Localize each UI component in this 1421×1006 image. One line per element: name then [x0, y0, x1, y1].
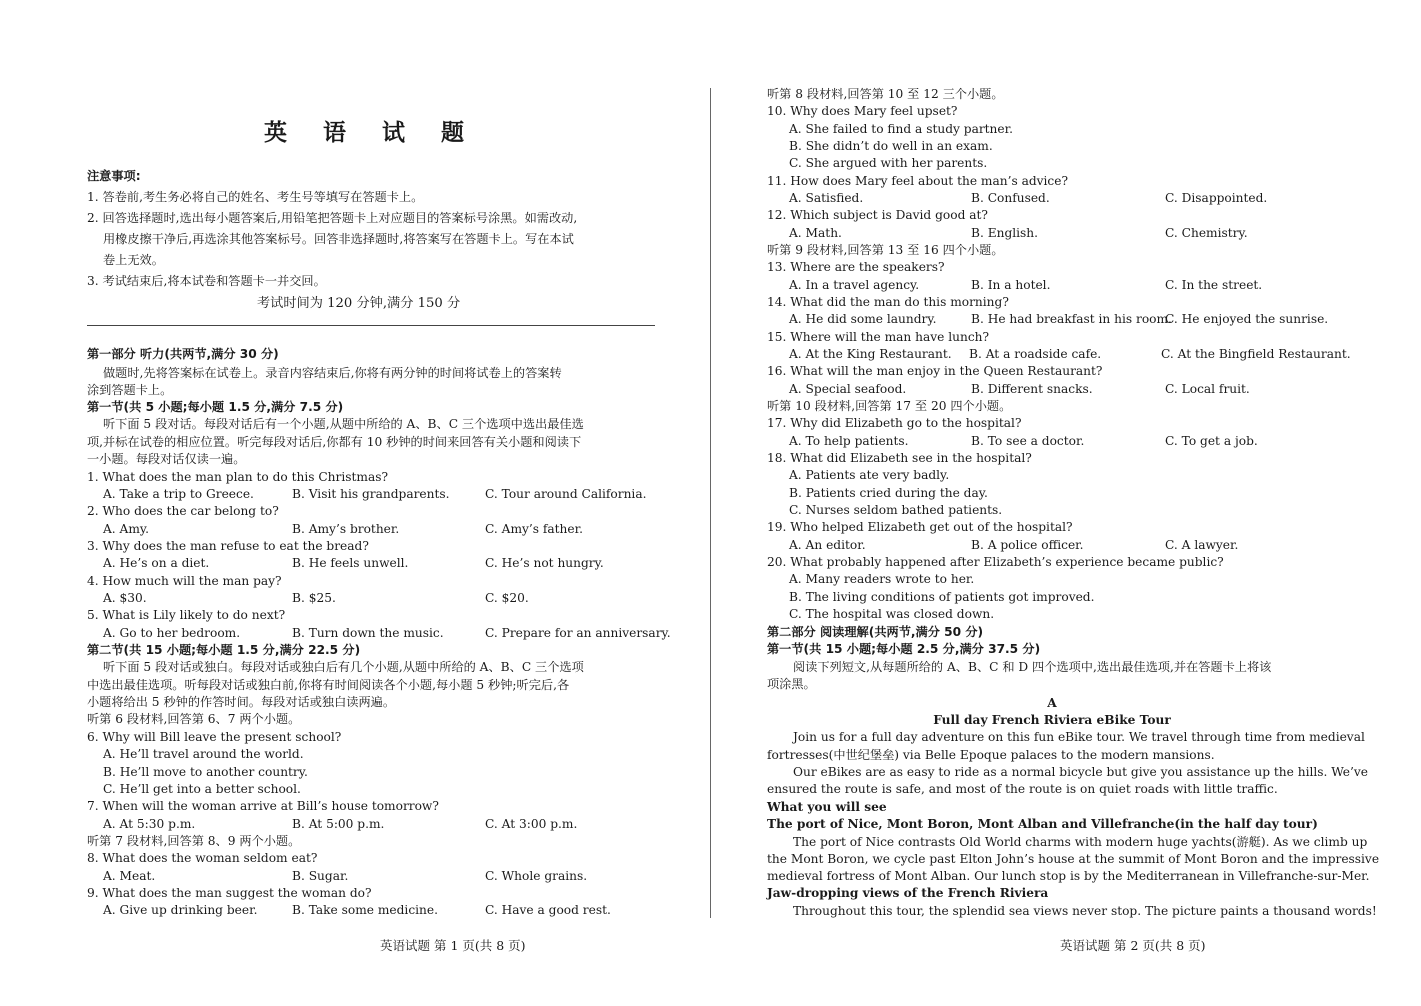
notice-item: 3. 考试结束后,将本试卷和答题卡一并交回。: [87, 274, 326, 288]
option-a: A. An editor.: [789, 538, 866, 552]
section1-intro: 一小题。每段对话仅读一遍。: [87, 452, 246, 466]
question-4-options: [103, 590, 655, 607]
option-a: A. He’ll travel around the world.: [103, 747, 304, 761]
part1-intro: 涂到答题卡上。: [87, 383, 173, 397]
option-b: B. Patients cried during the day.: [789, 486, 988, 500]
notice-item: 卷上无效。: [103, 253, 164, 267]
question-5-options: [103, 625, 671, 642]
passage-subheading: Jaw-dropping views of the French Riviera: [767, 886, 1049, 900]
option-b: B. Amy’s brother.: [292, 522, 400, 536]
option-c: C. A lawyer.: [1165, 538, 1239, 552]
question-16: 16. What will the man enjoy in the Queen Restaurant?: [767, 364, 1103, 378]
option-c: C. Whole grains.: [485, 869, 588, 883]
option-b: B. In a hotel.: [971, 278, 1051, 292]
option-a: A. In a travel agency.: [789, 278, 920, 292]
material-instruction: 听第 6 段材料,回答第 6、7 两个小题。: [87, 712, 301, 726]
section2-intro: 小题将给出 5 秒钟的作答时间。每段对话或独白读两遍。: [87, 695, 396, 709]
question-8-options: [103, 868, 655, 885]
option-b: B. Different snacks.: [971, 382, 1093, 396]
section2-intro: 听下面 5 段对话或独白。每段对话或独白后有几个小题,从题中所给的 A、B、C 三个选项: [103, 660, 584, 674]
question-9: 9. What does the man suggest the woman do?: [87, 886, 372, 900]
option-c: C. In the street.: [1165, 278, 1263, 292]
option-c: C. Disappointed.: [1165, 191, 1268, 205]
option-b: B. Sugar.: [292, 869, 349, 883]
passage-paragraph: medieval fortress of Mont Alban. Our lunch stop is by the Mediterranean in Villefranche-sur-Mer.: [767, 869, 1370, 883]
question-15-options: [789, 346, 1351, 363]
question-11-options: [789, 190, 1337, 207]
option-b: B. At a roadside cafe.: [969, 347, 1102, 361]
option-b: B. At 5:00 p.m.: [292, 817, 385, 831]
question-16-options: [789, 381, 1337, 398]
option-b: B. He had breakfast in his room.: [971, 312, 1172, 326]
option-a: A. Give up drinking beer.: [103, 903, 258, 917]
passage-title: Full day French Riviera eBike Tour: [933, 713, 1171, 727]
material-instruction: 听第 7 段材料,回答第 8、9 两个小题。: [87, 834, 301, 848]
option-c: C. Nurses seldom bathed patients.: [789, 503, 1003, 517]
option-a: A. Special seafood.: [789, 382, 907, 396]
part1-heading: 第一部分 听力(共两节,满分 30 分): [87, 347, 279, 361]
question-14: 14. What did the man do this morning?: [767, 295, 1009, 309]
reading-intro: 阅读下列短文,从每题所给的 A、B、C 和 D 四个选项中,选出最佳选项,并在答题卡上将该: [793, 660, 1272, 674]
notice-heading: 注意事项:: [87, 169, 141, 183]
option-a: A. She failed to find a study partner.: [789, 122, 1013, 136]
question-7: 7. When will the woman arrive at Bill’s house tomorrow?: [87, 799, 439, 813]
option-c: C. At 3:00 p.m.: [485, 817, 578, 831]
question-1-options: [103, 486, 655, 503]
question-17-options: [789, 433, 1337, 450]
option-b: B. Turn down the music.: [292, 626, 444, 640]
page-divider: [710, 88, 711, 918]
option-b: B. Visit his grandparents.: [292, 487, 450, 501]
option-c: C. Prepare for an anniversary.: [485, 626, 671, 640]
option-a: A. He did some laundry.: [789, 312, 937, 326]
option-b: B. To see a doctor.: [971, 434, 1085, 448]
option-c: C. Amy’s father.: [485, 522, 583, 536]
question-6: 6. Why will Bill leave the present school?: [87, 730, 342, 744]
option-c: C. He’ll get into a better school.: [103, 782, 301, 796]
question-10: 10. Why does Mary feel upset?: [767, 104, 958, 118]
option-b: B. English.: [971, 226, 1039, 240]
question-15: 15. Where will the man have lunch?: [767, 330, 990, 344]
question-14-options: [789, 311, 1337, 328]
question-19: 19. Who helped Elizabeth get out of the hospital?: [767, 520, 1073, 534]
option-b: B. He’ll move to another country.: [103, 765, 308, 779]
section2-heading: 第二节(共 15 小题;每小题 1.5 分,满分 22.5 分): [87, 643, 361, 657]
option-a: A. Meat.: [103, 869, 156, 883]
question-8: 8. What does the woman seldom eat?: [87, 851, 318, 865]
option-a: A. $30.: [103, 591, 147, 605]
question-3: 3. Why does the man refuse to eat the bread?: [87, 539, 369, 553]
question-19-options: [789, 537, 1337, 554]
part2-heading: 第二部分 阅读理解(共两节,满分 50 分): [767, 625, 984, 639]
option-b: B. Take some medicine.: [292, 903, 438, 917]
option-c: C. Chemistry.: [1165, 226, 1248, 240]
separator-rule: [87, 325, 655, 326]
option-c: C. $20.: [485, 591, 529, 605]
notice-item: 2. 回答选择题时,选出每小题答案后,用铅笔把答题卡上对应题目的答案标号涂黑。如需改动,: [87, 211, 578, 225]
option-b: B. A police officer.: [971, 538, 1084, 552]
option-a: A. Math.: [789, 226, 842, 240]
passage-letter: A: [1047, 696, 1057, 710]
option-b: B. $25.: [292, 591, 336, 605]
question-11: 11. How does Mary feel about the man’s advice?: [767, 174, 1069, 188]
option-c: C. The hospital was closed down.: [789, 607, 995, 621]
option-c: C. Have a good rest.: [485, 903, 611, 917]
passage-paragraph: Join us for a full day adventure on this fun eBike tour. We travel through time from medieval: [793, 730, 1365, 744]
reading-intro: 项涂黑。: [767, 677, 816, 691]
question-17: 17. Why did Elizabeth go to the hospital?: [767, 416, 1022, 430]
option-b: B. The living conditions of patients got improved.: [789, 590, 1095, 604]
question-7-options: [103, 816, 655, 833]
section1-intro: 听下面 5 段对话。每段对话后有一个小题,从题中所给的 A、B、C 三个选项中选出最佳选: [103, 417, 584, 431]
option-b: B. Confused.: [971, 191, 1050, 205]
notice-item: 用橡皮擦干净后,再选涂其他答案标号。回答非选择题时,将答案写在答题卡上。写在本试: [103, 232, 574, 246]
option-a: A. At the King Restaurant.: [789, 347, 952, 361]
question-12: 12. Which subject is David good at?: [767, 208, 988, 222]
part1-intro: 做题时,先将答案标在试卷上。录音内容结束后,你将有两分钟的时间将试卷上的答案转: [103, 366, 562, 380]
question-20: 20. What probably happened after Elizabeth’s experience became public?: [767, 555, 1224, 569]
option-c: C. He enjoyed the sunrise.: [1165, 312, 1329, 326]
option-a: A. Satisfied.: [789, 191, 864, 205]
question-3-options: [103, 555, 655, 572]
option-c: C. Tour around California.: [485, 487, 647, 501]
question-2: 2. Who does the car belong to?: [87, 504, 279, 518]
notice-item: 1. 答卷前,考生务必将自己的姓名、考生号等填写在答题卡上。: [87, 190, 424, 204]
passage-paragraph: ensured the route is safe, and most of the route is on quiet roads with little traffic.: [767, 782, 1278, 796]
option-c: C. He’s not hungry.: [485, 556, 604, 570]
option-a: A. Amy.: [103, 522, 150, 536]
option-b: B. She didn’t do well in an exam.: [789, 139, 993, 153]
material-instruction: 听第 8 段材料,回答第 10 至 12 三个小题。: [767, 87, 1004, 101]
question-9-options: [103, 902, 655, 919]
option-c: C. To get a job.: [1165, 434, 1258, 448]
question-18: 18. What did Elizabeth see in the hospital?: [767, 451, 1032, 465]
option-a: A. Go to her bedroom.: [103, 626, 241, 640]
passage-paragraph: fortresses(中世纪堡垒) via Belle Epoque palaces to the modern mansions.: [767, 748, 1215, 762]
option-c: C. At the Bingfield Restaurant.: [1161, 347, 1351, 361]
passage-paragraph: Throughout this tour, the splendid sea views never stop. The picture paints a thousand words!: [793, 904, 1377, 918]
option-a: A. Many readers wrote to her.: [789, 572, 975, 586]
passage-subheading: The port of Nice, Mont Boron, Mont Alban and Villefranche(in the half day tour): [767, 817, 1318, 831]
option-a: A. He’s on a diet.: [103, 556, 210, 570]
section1-intro: 项,并标在试卷的相应位置。听完每段对话后,你都有 10 秒钟的时间来回答有关小题和阅读下: [87, 435, 582, 449]
question-1: 1. What does the man plan to do this Christmas?: [87, 470, 389, 484]
question-13: 13. Where are the speakers?: [767, 260, 945, 274]
option-a: A. Patients ate very badly.: [789, 468, 950, 482]
page-title: 英 语 试 题: [263, 120, 479, 146]
question-2-options: [103, 521, 655, 538]
option-c: C. She argued with her parents.: [789, 156, 988, 170]
option-b: B. He feels unwell.: [292, 556, 409, 570]
option-c: C. Local fruit.: [1165, 382, 1250, 396]
question-5: 5. What is Lily likely to do next?: [87, 608, 286, 622]
option-a: A. Take a trip to Greece.: [103, 487, 254, 501]
material-instruction: 听第 10 段材料,回答第 17 至 20 四个小题。: [767, 399, 1012, 413]
section1-heading: 第一节(共 5 小题;每小题 1.5 分,满分 7.5 分): [87, 400, 344, 414]
question-13-options: [789, 277, 1337, 294]
reading-section1-heading: 第一节(共 15 小题;每小题 2.5 分,满分 37.5 分): [767, 642, 1041, 656]
material-instruction: 听第 9 段材料,回答第 13 至 16 四个小题。: [767, 243, 1004, 257]
option-a: A. At 5:30 p.m.: [103, 817, 196, 831]
passage-paragraph: Our eBikes are as easy to ride as a normal bicycle but give you assistance up the hills. We’ve: [793, 765, 1368, 779]
option-a: A. To help patients.: [789, 434, 909, 448]
passage-paragraph: the Mont Boron, we cycle past Elton John’s house at the summit of Mont Boron and the impressive: [767, 852, 1380, 866]
page-footer: 英语试题 第 2 页(共 8 页): [1060, 938, 1206, 953]
question-12-options: [789, 225, 1337, 242]
page-footer: 英语试题 第 1 页(共 8 页): [380, 938, 526, 953]
exam-time: 考试时间为 120 分钟,满分 150 分: [257, 296, 461, 311]
passage-subheading: What you will see: [767, 800, 887, 814]
section2-intro: 中选出最佳选项。听每段对话或独白前,你将有时间阅读各个小题,每小题 5 秒钟;听完后,各: [87, 678, 570, 692]
question-4: 4. How much will the man pay?: [87, 574, 282, 588]
passage-paragraph: The port of Nice contrasts Old World charms with modern huge yachts(游艇). As we climb up: [793, 835, 1368, 849]
